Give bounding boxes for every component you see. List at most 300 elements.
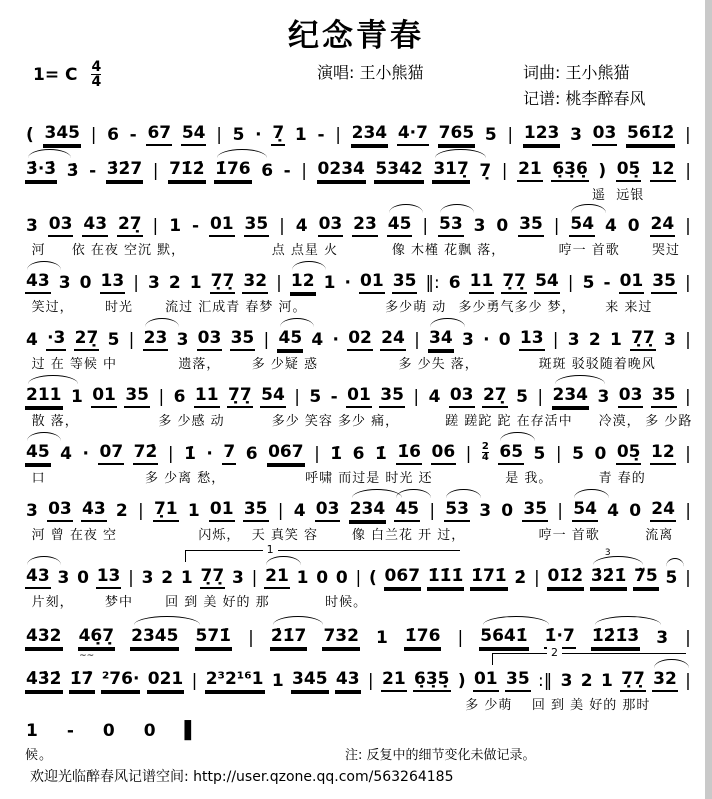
barline: | [335, 124, 341, 145]
note-group: 5 [533, 443, 546, 464]
note-group: 021 [147, 669, 185, 692]
barline: | [557, 500, 563, 521]
note-group: 1 [187, 500, 200, 521]
note-group: 05̣ [616, 442, 642, 465]
note-group: 5 [665, 567, 678, 588]
note-group: 54 [181, 123, 207, 146]
notation-row [25, 158, 692, 182]
barline: | [355, 567, 362, 588]
lyric-segment: 冷漠， [598, 414, 641, 429]
volta-bracket [492, 646, 686, 665]
note-group: 35 [244, 214, 270, 237]
note-group: 0 [498, 329, 511, 350]
note-group: 1 [323, 272, 336, 293]
note-group: 4 [604, 215, 617, 236]
note-group: 13 [519, 328, 545, 351]
notation-row [25, 327, 692, 351]
barline: | [501, 160, 508, 181]
note-group: ·3 [46, 328, 66, 351]
barline: | [413, 386, 420, 407]
time-signature [91, 60, 101, 89]
note-group: 571̇ [195, 626, 233, 649]
note-group: 7̣7̣ [630, 328, 656, 351]
note-group: 35 [651, 271, 677, 294]
barline: | [552, 329, 559, 350]
barline: | [216, 124, 222, 145]
note-group: 3 [232, 567, 244, 588]
music-system [25, 270, 692, 326]
note-group: 1̇7̇ ~~ [69, 669, 95, 692]
notation-row [25, 384, 692, 408]
note-group: 0 [316, 567, 329, 588]
note-group: 05̣ [616, 159, 642, 182]
note-group: 1̇ [330, 443, 343, 464]
note-group: · [483, 329, 490, 350]
note-group: 2345 [130, 626, 179, 649]
barline: | [251, 567, 258, 588]
note-group: 27̣ [74, 328, 100, 351]
music-system [25, 327, 692, 383]
barline: | [685, 272, 691, 293]
note-group: 2̇1̇7 [270, 626, 308, 649]
note-group: ( [368, 567, 377, 588]
lyric-segment: 多 少萌 [465, 698, 513, 713]
note-group: 7̃5 [633, 566, 659, 589]
note-group: 067 [267, 442, 305, 465]
note-group: 24 [380, 328, 406, 351]
credit-composer [523, 60, 630, 83]
note-group: 0 [102, 720, 115, 741]
note-group: 3̇ [66, 160, 79, 181]
barline: | [367, 670, 374, 691]
note-group: 5 [516, 386, 528, 407]
note-group: 01 [209, 214, 235, 237]
music-system [25, 646, 692, 724]
lyric-segment: 片刻， [31, 595, 74, 610]
note-group: 11 [469, 271, 495, 294]
note-group: 7̣1 [153, 499, 179, 522]
note-group: 6 [448, 272, 461, 293]
note-group: 3 [479, 500, 492, 521]
note-group: 7̣7̣ [227, 385, 253, 408]
note-group: 7 [222, 442, 236, 465]
note-group: 21 [381, 669, 407, 692]
note-group: 1 [609, 329, 622, 350]
note-group: 2 [161, 567, 174, 588]
note-group: 4 [311, 329, 324, 350]
note-group: 7̣ [271, 123, 285, 146]
note-group: 765 [438, 123, 476, 146]
note-group: 5 [572, 443, 584, 464]
barline: | [248, 627, 254, 648]
note-group: 43 [335, 669, 361, 692]
barline: | [128, 329, 135, 350]
note-group: 317̣ [432, 159, 470, 182]
note-group: 2 [580, 670, 593, 691]
notation-row [25, 441, 692, 465]
note-group: 5 [582, 272, 595, 293]
note-group: 0234 [317, 159, 366, 182]
note-group: 35 [522, 499, 548, 522]
barline: | [685, 329, 691, 350]
time-signature-numerator: 4 [91, 59, 102, 75]
note-group: 35 [243, 499, 269, 522]
note-group: 3 [567, 329, 580, 350]
note-group: 65 [498, 442, 524, 465]
note-group: 01̇2̇ [547, 566, 585, 589]
note-group: 234 [349, 499, 387, 522]
lyric-segment: 像 木槿 花飘 落， [391, 243, 506, 258]
lyric-segment: 流过 汇成青 春梦 河。 [165, 300, 307, 315]
barline: :‖ [538, 670, 553, 691]
note-group: 01 [619, 271, 645, 294]
note-group: 3 [570, 124, 582, 145]
note-group: 432 [25, 626, 63, 649]
note-group: 03 [47, 499, 73, 522]
barline: | [507, 124, 514, 145]
note-group: - [89, 160, 97, 181]
key-signature [33, 60, 101, 89]
note-group: 1 [296, 567, 309, 588]
note-group: 35 [518, 214, 544, 237]
note-group: 6̣3̣5̣ [413, 669, 451, 692]
music-system [25, 441, 692, 497]
note-group: 1 [180, 567, 193, 588]
note-group: 72̇ [133, 442, 159, 465]
note-group: · [82, 443, 89, 464]
barline: | [685, 443, 691, 464]
note-group: - [129, 124, 137, 145]
notation-row [25, 650, 692, 692]
lyric-segment: 河 [31, 243, 46, 258]
note-group: 3 [26, 500, 38, 521]
note-group: 45 [25, 442, 51, 465]
barline: | [685, 160, 691, 181]
barline: | [553, 215, 560, 236]
lyric-segment: 散 落， [31, 414, 79, 429]
barline: | [167, 443, 174, 464]
music-system [25, 543, 692, 621]
note-group: 1̇·7 [544, 626, 576, 649]
note-group: · [255, 124, 262, 145]
lyric-segment: 多 少疑 惑 [251, 357, 319, 372]
note-group: 4 [607, 500, 619, 521]
barline: | [534, 567, 540, 588]
note-group: 43 [25, 271, 51, 294]
note-group: 35 [230, 328, 256, 351]
note-group: 2 [168, 272, 181, 293]
note-group: 3 [656, 627, 669, 648]
note-group: 21 [264, 566, 290, 589]
barline: | [90, 124, 97, 145]
barline: | [555, 443, 562, 464]
volta-label: 2 [547, 647, 562, 658]
note-group: 13 [100, 271, 126, 294]
key-prefix: 1= C [33, 64, 78, 85]
note-group: 23 [352, 214, 378, 237]
note-group: 6 [107, 124, 119, 145]
lyric-segment: 河 曾 在夜 空 [31, 528, 118, 543]
note-group: 2̇ [514, 567, 527, 588]
note-group: 1̇71̇ [470, 566, 508, 589]
note-group: 03 [315, 499, 341, 522]
barline: | [685, 500, 691, 521]
note-group: 0 [501, 500, 514, 521]
note-group: 2 [588, 329, 601, 350]
barline: | [314, 443, 320, 464]
barline: | [685, 627, 691, 648]
note-group: 06 [431, 442, 457, 465]
note-group: 03 [449, 385, 475, 408]
note-group: 1̇76 [214, 159, 252, 182]
lyric-segment: 呼啸 而过是 时光 还 [305, 471, 433, 486]
note-group: 0 [627, 215, 640, 236]
note-group: 45 [277, 328, 303, 351]
note-group: 3 [461, 329, 474, 350]
lyric-segment: 是 我。 [505, 471, 553, 486]
note-group: 4 [428, 386, 441, 407]
note-group: 27̣ [482, 385, 508, 408]
notation-row [25, 213, 692, 237]
note-group: 21 [517, 159, 543, 182]
note-group: 27̣ [117, 214, 143, 237]
lyric-segment: 来 来过 [605, 300, 653, 315]
note-group: 71̇2̇ [168, 159, 206, 182]
note-group: 3 [473, 215, 486, 236]
note-group: 7̣7̣ [501, 271, 527, 294]
note-group: 3 [148, 272, 160, 293]
note-group: 13 [96, 566, 122, 589]
lyric-segment: 多 少离 愁， [145, 471, 226, 486]
barline: | [137, 500, 144, 521]
lyric-segment: 哼一 首歌 [558, 243, 620, 258]
note-group: 46̣7̣ [78, 626, 116, 649]
notation-row [25, 270, 692, 294]
note-group: 02 [347, 328, 373, 351]
barline: | [158, 386, 165, 407]
note-group: 5 [232, 124, 245, 145]
credit-composer-value: 王小熊猫 [565, 63, 630, 82]
note-group: 53 [444, 499, 470, 522]
note-group: 43 [25, 566, 51, 589]
note-group: 3̇·3̇ [25, 159, 57, 182]
note-group: 732 [322, 626, 360, 649]
note-group: 4·7 [397, 123, 429, 146]
note-group: 6 [261, 160, 274, 181]
lyric-segment: 过 在 等候 中 [31, 357, 118, 372]
barline: | [279, 215, 285, 236]
note-group: 4 [60, 443, 73, 464]
note-group: 03 [592, 123, 618, 146]
lyric-segment: 青 春的 [598, 471, 646, 486]
barline: ▌ [184, 720, 198, 741]
note-group: 2³2¹⁶1 [205, 669, 265, 692]
note-group: 54 [260, 385, 286, 408]
credit-transcriber-label: 记谱: [523, 89, 561, 108]
note-group: 1̇2̇1̇3̇ [591, 626, 640, 649]
lyric-segment: 口 [31, 471, 46, 486]
barline: | [685, 215, 691, 236]
music-system [25, 384, 692, 440]
music-system [25, 213, 692, 269]
barline: | [537, 386, 544, 407]
lyric-segment: 天 真笑 容 [251, 528, 319, 543]
note-group: ) [457, 670, 466, 691]
note-group: 01 [473, 669, 499, 692]
note-group: 0 [594, 443, 607, 464]
note-group: 3 [560, 670, 573, 691]
note-group: ²76· [101, 669, 141, 692]
note-group: 3 [26, 215, 38, 236]
note-group: 35 [379, 385, 405, 408]
barline: | [414, 329, 420, 350]
note-group: 03 [318, 214, 344, 237]
note-group: 4 [295, 215, 308, 236]
credit-composer-label: 词曲: [523, 63, 561, 82]
notation-row [25, 498, 692, 522]
note-group: 12 [290, 271, 316, 294]
note-group: 1 [294, 124, 307, 145]
note-group: 5 [309, 386, 322, 407]
note-group: 3 [663, 329, 676, 350]
barline: | [263, 329, 270, 350]
note-group: - [191, 215, 200, 236]
note-group: 32 [242, 271, 268, 294]
note-group: 3̇2̇1̇ 3 [590, 566, 628, 589]
barline: | [422, 215, 429, 236]
note-group: 4 [293, 500, 306, 521]
credit-transcriber [523, 86, 646, 109]
note-group: 6̣3̣6̣ [551, 159, 589, 182]
note-group: 01 [359, 271, 385, 294]
note-group: 12 [650, 159, 676, 182]
note-group: 6 [245, 443, 258, 464]
note-group: 1̇1̇1̇ [427, 566, 465, 589]
lyric-segment: 梦中 [105, 595, 134, 610]
note-group: 2 [115, 500, 128, 521]
note-group: 5342 [374, 159, 423, 182]
lyric-segment: 像 白兰花 开 过， [351, 528, 466, 543]
note-group: 35 [505, 669, 531, 692]
lyric-segment: 遥 远银 [591, 188, 645, 203]
barline: | [465, 443, 472, 464]
note-group: 1 [169, 215, 182, 236]
note-group: 43 [81, 499, 107, 522]
note-group: · [332, 329, 339, 350]
note-group: 1 [189, 272, 202, 293]
note-group: 1 [271, 670, 284, 691]
note-group: 43 [82, 214, 108, 237]
notation-row [25, 718, 692, 742]
note-group: 345 [291, 669, 329, 692]
note-group: 54 [572, 499, 598, 522]
note-group: - [330, 386, 338, 407]
credit-singer-value: 王小熊猫 [359, 63, 424, 82]
note-group: 234 [552, 385, 590, 408]
note-group: 7̣7̣ [210, 271, 236, 294]
barline: | [684, 386, 691, 407]
note-group: 4̇3̇2̇ [25, 669, 63, 692]
barline: | [276, 272, 282, 293]
note-group: 54 [569, 214, 595, 237]
note-group: 7̣7̣ [200, 566, 226, 589]
note-group: 0 [335, 567, 348, 588]
note-group: - [603, 272, 611, 293]
ornament-label: ~~ [79, 650, 95, 661]
barline: | [152, 215, 159, 236]
note-group: ) [598, 160, 607, 181]
lyric-segment: 遗落， [178, 357, 221, 372]
note-group: 1̇ [374, 443, 387, 464]
note-group: 45 [394, 499, 420, 522]
note-group: 3 [141, 567, 154, 588]
lyric-segment: 流离 [645, 528, 674, 543]
note-group: 123 [523, 123, 561, 146]
note-group: 12 [650, 442, 676, 465]
note-group: 11 [194, 385, 220, 408]
barline: | [567, 272, 574, 293]
note-group: 03 [48, 214, 74, 237]
note-group: · [206, 443, 213, 464]
note-group: 0 [79, 272, 92, 293]
note-group: 03 [197, 328, 223, 351]
note-group: 3 [57, 567, 70, 588]
note-group: 35 [651, 385, 677, 408]
lyric-segment: 笑过， [31, 300, 74, 315]
lyric-segment: 多 少感 动 [158, 414, 225, 429]
barline: | [685, 124, 691, 145]
barline: | [429, 500, 436, 521]
note-group: 4 [26, 329, 38, 350]
ornament-label: 3 [604, 547, 611, 558]
repeat-footnote: 注: 反复中的细节变化未做记录。 [345, 748, 536, 763]
music-system [25, 498, 692, 554]
note-group: 1̇76 [404, 626, 442, 649]
note-group: 01 [209, 499, 235, 522]
note-group: 0 [77, 567, 89, 588]
note-group: 23 [143, 328, 169, 351]
note-group: 6 [352, 443, 365, 464]
barline: | [128, 567, 134, 588]
note-group: 32 [652, 669, 678, 692]
note-group: 45 [387, 214, 413, 237]
note-group: 35 [392, 271, 418, 294]
note-group: 0 [629, 500, 642, 521]
note-group: 07 [98, 442, 124, 465]
lyric-segment: 多 少失 落， [398, 357, 479, 372]
notation-row [25, 547, 692, 589]
note-group: 211 [25, 385, 63, 408]
lyric-segment: 闪烁， [198, 528, 241, 543]
credit-singer [317, 60, 424, 83]
note-group: 1 [376, 627, 388, 648]
barline: | [457, 627, 464, 648]
lyric-segment: 多少萌 动 [385, 300, 447, 315]
notation-row [25, 122, 692, 146]
lyric-segment: 依 在夜 空沉 默， [71, 243, 186, 258]
barline: | [301, 160, 307, 181]
note-group: 345 [43, 123, 81, 146]
note-group: 54 [534, 271, 560, 294]
note-group: 0 [143, 720, 156, 741]
footer-link: 欢迎光临醉春风记谱空间: http://user.qzone.qq.com/563264185 [30, 769, 454, 785]
note-group: 3 [176, 329, 189, 350]
lyric-segment: 斑斑 驳驳随着晚风 [538, 357, 656, 372]
lyric-segment: 蹉 蹉跎 跎 在存活中 [445, 414, 573, 429]
credit-transcriber-value: 桃李醉春风 [565, 89, 646, 108]
time-signature-denominator: 4 [91, 74, 102, 90]
note-group: · [344, 272, 351, 293]
